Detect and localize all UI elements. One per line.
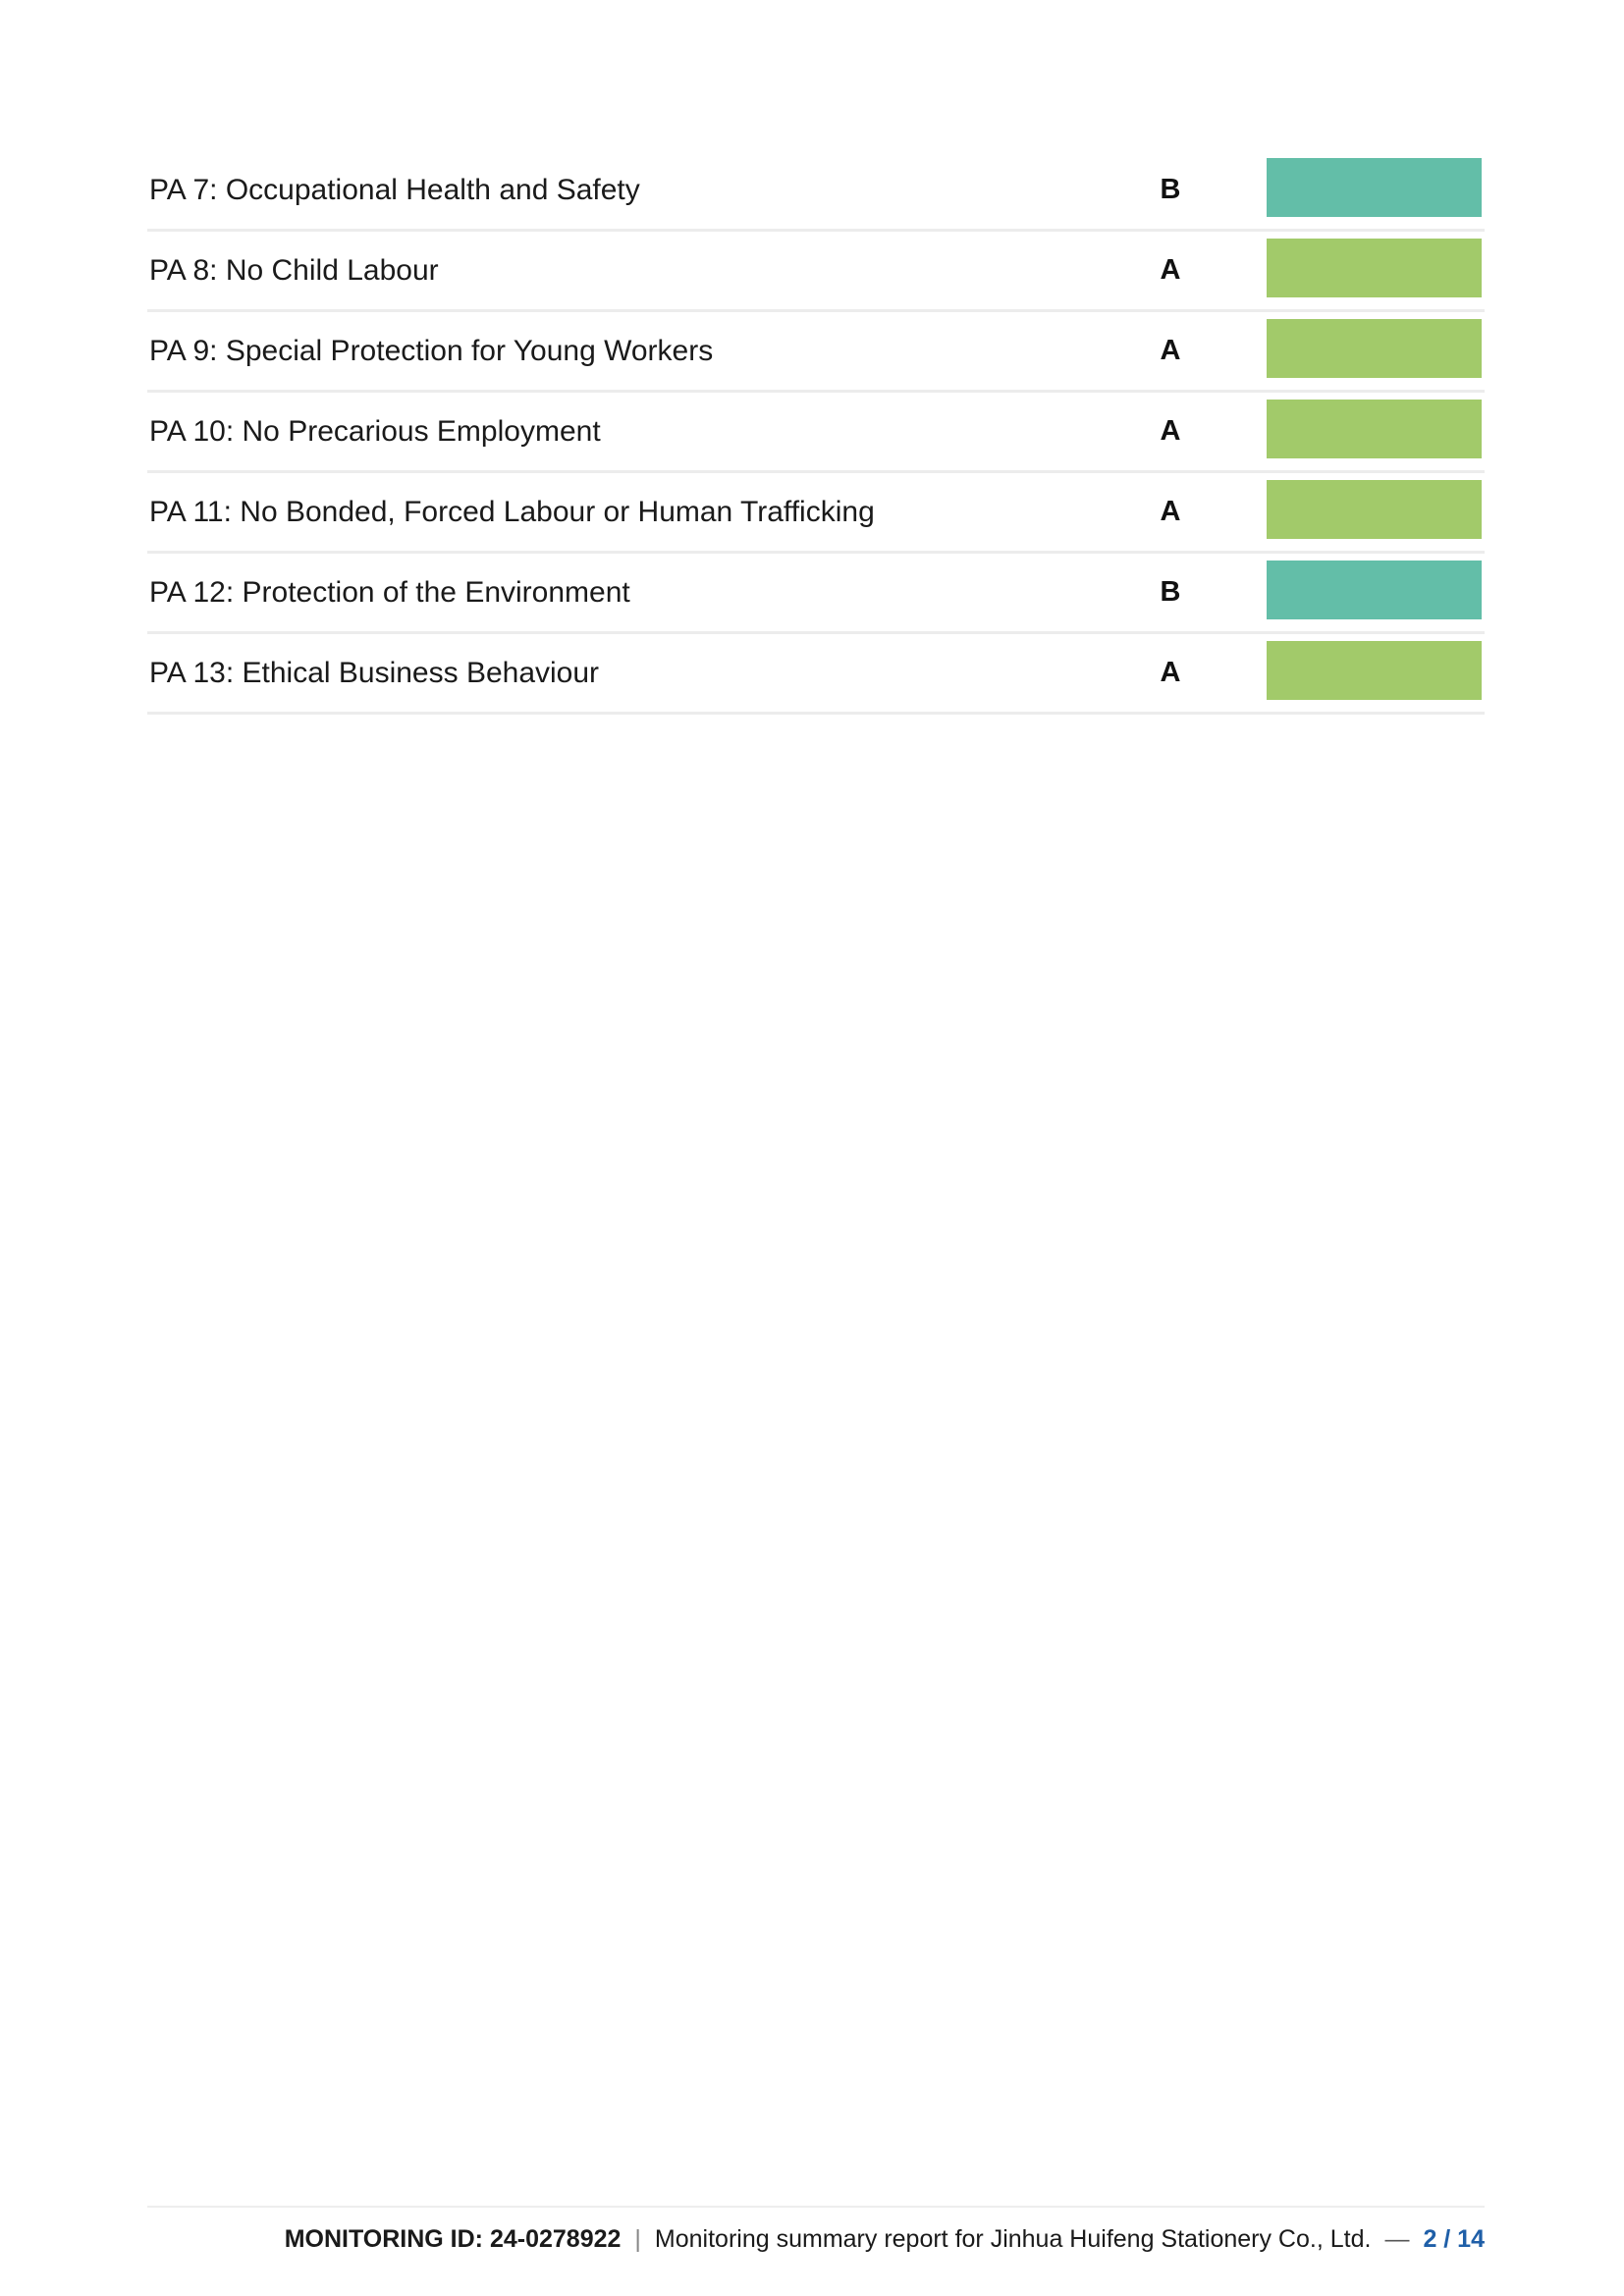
table-row xyxy=(147,634,1485,715)
performance-area-label: PA 9: Special Protection for Young Workers xyxy=(149,335,714,367)
rating-grade: A xyxy=(1160,415,1181,447)
rating-color-swatch xyxy=(1267,239,1482,297)
performance-area-label: PA 10: No Precarious Employment xyxy=(149,415,601,448)
rating-grade: A xyxy=(1160,496,1181,527)
report-title: Monitoring summary report for Jinhua Huifeng Stationery Co., Ltd. xyxy=(654,2225,1372,2253)
performance-area-label: PA 13: Ethical Business Behaviour xyxy=(149,657,600,689)
monitoring-id: MONITORING ID: 24-0278922 xyxy=(284,2225,622,2253)
rating-grade: A xyxy=(1160,657,1181,688)
footer-dash: — xyxy=(1384,2225,1410,2253)
footer-text xyxy=(285,2225,1485,2254)
table-row xyxy=(147,393,1485,473)
rating-grade: A xyxy=(1160,335,1181,366)
page-indicator: 2 / 14 xyxy=(1423,2225,1485,2253)
rating-grade: B xyxy=(1160,174,1181,205)
performance-area-label: PA 7: Occupational Health and Safety xyxy=(149,174,640,206)
rating-color-swatch xyxy=(1267,319,1482,378)
rating-color-swatch xyxy=(1267,480,1482,539)
performance-area-label: PA 11: No Bonded, Forced Labour or Human Trafficking xyxy=(149,496,875,528)
page-footer xyxy=(147,2206,1485,2253)
rating-grade: A xyxy=(1160,254,1181,286)
rating-color-swatch xyxy=(1267,400,1482,458)
table-row xyxy=(147,232,1485,312)
table-row xyxy=(147,312,1485,393)
footer-separator: | xyxy=(634,2225,641,2253)
table-row xyxy=(147,554,1485,634)
performance-area-label: PA 8: No Child Labour xyxy=(149,254,439,287)
table-row xyxy=(147,473,1485,554)
table-row xyxy=(147,151,1485,232)
rating-color-swatch xyxy=(1267,158,1482,217)
rating-color-swatch xyxy=(1267,641,1482,700)
performance-area-label: PA 12: Protection of the Environment xyxy=(149,576,630,609)
rating-grade: B xyxy=(1160,576,1181,608)
rating-color-swatch xyxy=(1267,561,1482,619)
performance-area-table xyxy=(147,151,1485,715)
